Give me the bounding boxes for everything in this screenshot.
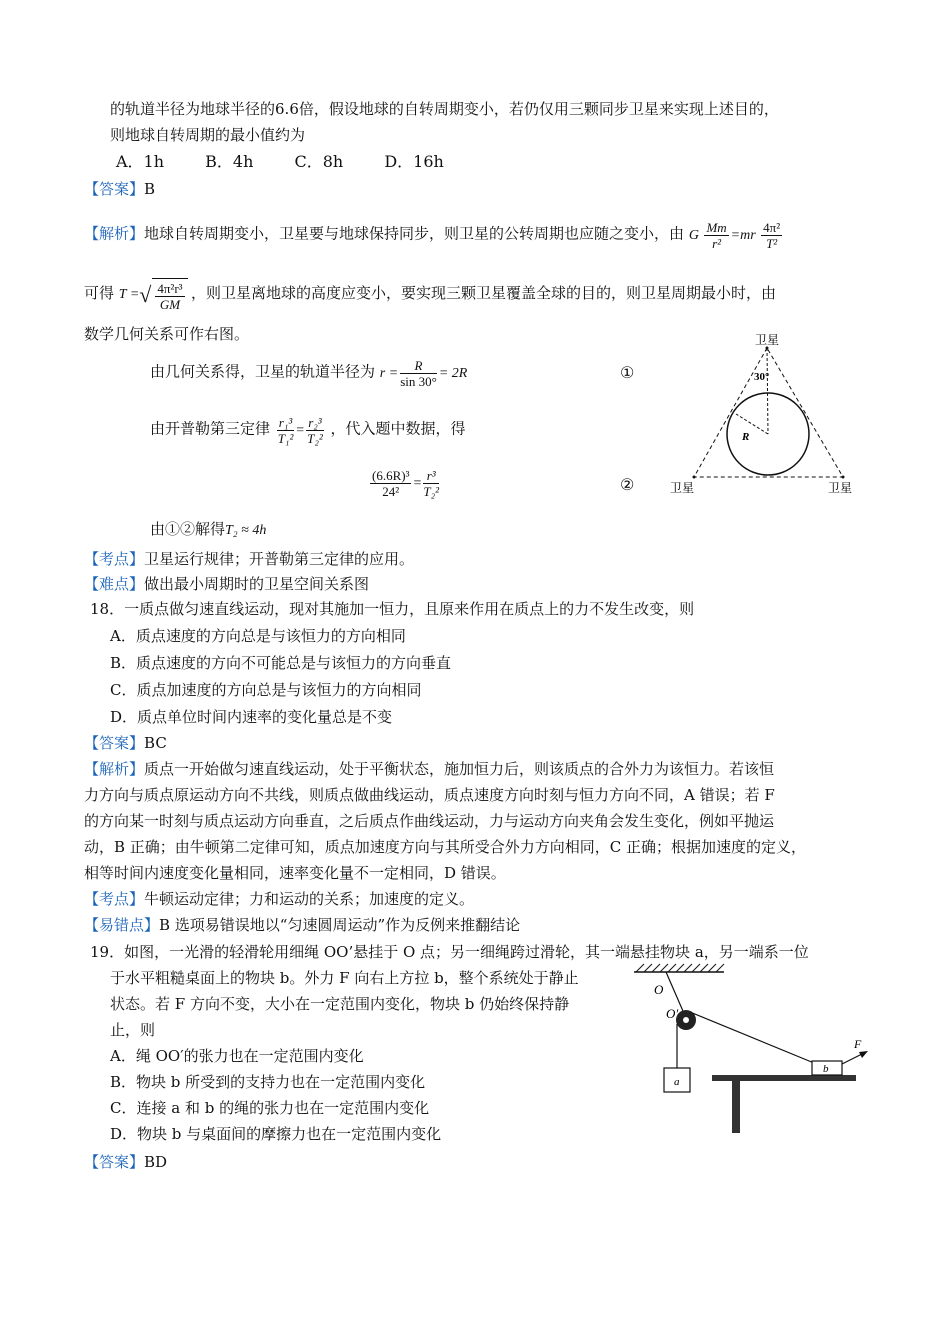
q17-mark-2: ② (620, 475, 635, 494)
q19-stem-line1: 19．如图，一光滑的轻滑轮用细绳 OO’悬挂于 O 点；另一细绳跨过滑轮，其一端悬挂物块 a，另一端系一位 (90, 943, 809, 961)
formula-substituted: $\frac{\text{(6.6R)³}}{\text{24²}}$ = $\frac{\text{r³}}{\text{T₂²}}$ (372, 468, 440, 499)
q17-option-d: D．16h (384, 152, 444, 171)
analysis-text-2b: ，则卫星离地球的高度应变小，要实现三颗卫星覆盖全球的目的，则卫星周期最小时，由 (191, 284, 777, 303)
label-O: O (654, 982, 664, 997)
q17-option-b: B．4h (205, 152, 254, 171)
q17-analysis-line2 (84, 278, 776, 312)
q18-point: 【考点】牛顿运动定律；力和运动的关系；加速度的定义。 (84, 890, 475, 908)
q19-stem-line4: 止，则 (110, 1021, 156, 1039)
formula-gravity: G $\frac{Mm}{\text{r²}}$ =mr $\frac{\text{4π²}}{\text{T²}}$ (688, 220, 781, 251)
q17-options (116, 151, 480, 173)
formula-kepler: $\frac{\text{r₁³}}{\text{T₁²}}$ = $\frac{\text{r₂³}}{\text{T₂²}}$ (277, 415, 323, 446)
q17-step4: 由①②解得T₂ ≈ 4h (150, 520, 267, 538)
q18-option-a: A．质点速度的方向总是与该恒力的方向相同 (110, 627, 406, 645)
rope-to-b (690, 1012, 814, 1063)
q18-error: 【易错点】B 选项易错误地以“匀速圆周运动”作为反例来推翻结论 (84, 916, 521, 934)
table-leg (732, 1081, 740, 1133)
radius-line (736, 414, 768, 434)
q17-option-a: A．1h (116, 152, 165, 171)
q19-option-a: A．绳 OO′的张力也在一定范围内变化 (110, 1047, 364, 1065)
q19-stem-line3: 状态。若 F 方向不变，大小在一定范围内变化，物块 b 仍始终保持静 (110, 995, 570, 1013)
analysis-tag: 【解析】 (84, 224, 145, 243)
q18-analysis-line5: 相等时间内速度变化量相同，速率变化量不一定相同，D 错误。 (84, 864, 506, 882)
q19-option-d: D．物块 b 与桌面间的摩擦力也在一定范围内变化 (110, 1125, 442, 1143)
q17-step3 (368, 468, 441, 499)
label-a: a (674, 1076, 680, 1088)
q18-analysis-line4: 动，B 正确；由牛顿第二定律可知，质点加速度方向与其所受合外力方向相同，C 正确；根据加速度的定义， (84, 838, 807, 856)
q19-option-c: C．连接 a 和 b 的绳的张力也在一定范围内变化 (110, 1099, 430, 1117)
q18-analysis-line2: 力方向与质点原运动方向不共线，则质点做曲线运动，质点速度方向时刻与恒力方向不同，A 错误；若 F (84, 786, 775, 804)
q17-stem-line2: 则地球自转周期的最小值约为 (110, 126, 306, 144)
formula-radius: r = $\frac{R}{\sin 30^\circ}$ = 2R (379, 358, 468, 389)
q17-point: 【考点】卫星运行规律；开普勒第三定律的应用。 (84, 550, 415, 568)
ceiling-hatch (636, 964, 724, 972)
label-angle: 30° (754, 371, 770, 383)
q18-analysis-line3: 的方向某一时刻与质点运动方向垂直，之后质点作曲线运动，力与运动方向夹角会发生变化，例如平抛运 (84, 812, 775, 830)
q18-answer: 【答案】BC (84, 734, 167, 752)
q18-option-b: B．质点速度的方向不可能总是与该恒力的方向垂直 (110, 654, 452, 672)
formula-period: T =√ $\frac{\text{4π²r³}}{GM}$ (119, 287, 191, 302)
table-top (712, 1075, 856, 1081)
pulley-diagram (628, 962, 878, 1140)
q17-step1: 由几何关系得，卫星的轨道半径为 r = $\frac{R}{\sin 30^\circ}$ = 2R (150, 358, 468, 389)
analysis-text-1: 地球自转周期变小，卫星要与地球保持同步，则卫星的公转周期也应随之变小，由 (144, 224, 685, 243)
q18-analysis-line1: 【解析】质点一开始做匀速直线运动，处于平衡状态，施加恒力后，则该质点的合外力为该恒力。若该恒 (84, 760, 775, 778)
q17-stem-line1: 的轨道半径为地球半径的6.6倍，假设地球的自转周期变小，若仍仅用三颗同步卫星来实现上述目的， (110, 100, 779, 118)
label-b: b (823, 1063, 829, 1075)
q18-option-d: D．质点单位时间内速率的变化量总是不变 (110, 708, 393, 726)
q18-stem: 18．一质点做匀速直线运动，现对其施加一恒力，且原来作用在质点上的力不发生改变，则 (90, 600, 695, 618)
q17-analysis-line1 (84, 220, 784, 251)
label-sat-top: 卫星 (755, 333, 780, 347)
q17-answer (84, 178, 155, 200)
analysis-text-2a: 可得 (84, 284, 115, 303)
q17-hard: 【难点】做出最小周期时的卫星空间关系图 (84, 575, 370, 593)
satellite-triangle (694, 348, 843, 477)
q18-option-c: C．质点加速度的方向总是与该恒力的方向相同 (110, 681, 422, 699)
q17-analysis-line3: 数学几何关系可作右图。 (84, 325, 250, 343)
label-O-prime: O′ (666, 1006, 679, 1021)
label-radius: R (742, 431, 750, 443)
answer-tag: 【答案】 (84, 180, 145, 198)
satellite-diagram (660, 330, 870, 502)
label-sat-right: 卫星 (828, 481, 853, 495)
q17-step2: 由开普勒第三定律 $\frac{\text{r₁³}}{\text{T₁²}}$ = $\frac{\text{r₂³}}{\text{T₂²}}$ ，代入题中数据，得 (150, 415, 466, 446)
axis-line (767, 348, 768, 434)
label-sat-left: 卫星 (670, 481, 695, 495)
q17-mark-1: ① (620, 363, 635, 382)
q17-option-c: C．8h (294, 152, 344, 171)
q19-stem-line2: 于水平粗糙桌面上的物块 b。外力 F 向右上方拉 b，整个系统处于静止 (110, 969, 579, 987)
q19-option-b: B．物块 b 所受到的支持力也在一定范围内变化 (110, 1073, 426, 1091)
q19-answer: 【答案】BD (84, 1153, 168, 1171)
answer-value: B (144, 180, 156, 198)
label-F: F (854, 1037, 862, 1051)
